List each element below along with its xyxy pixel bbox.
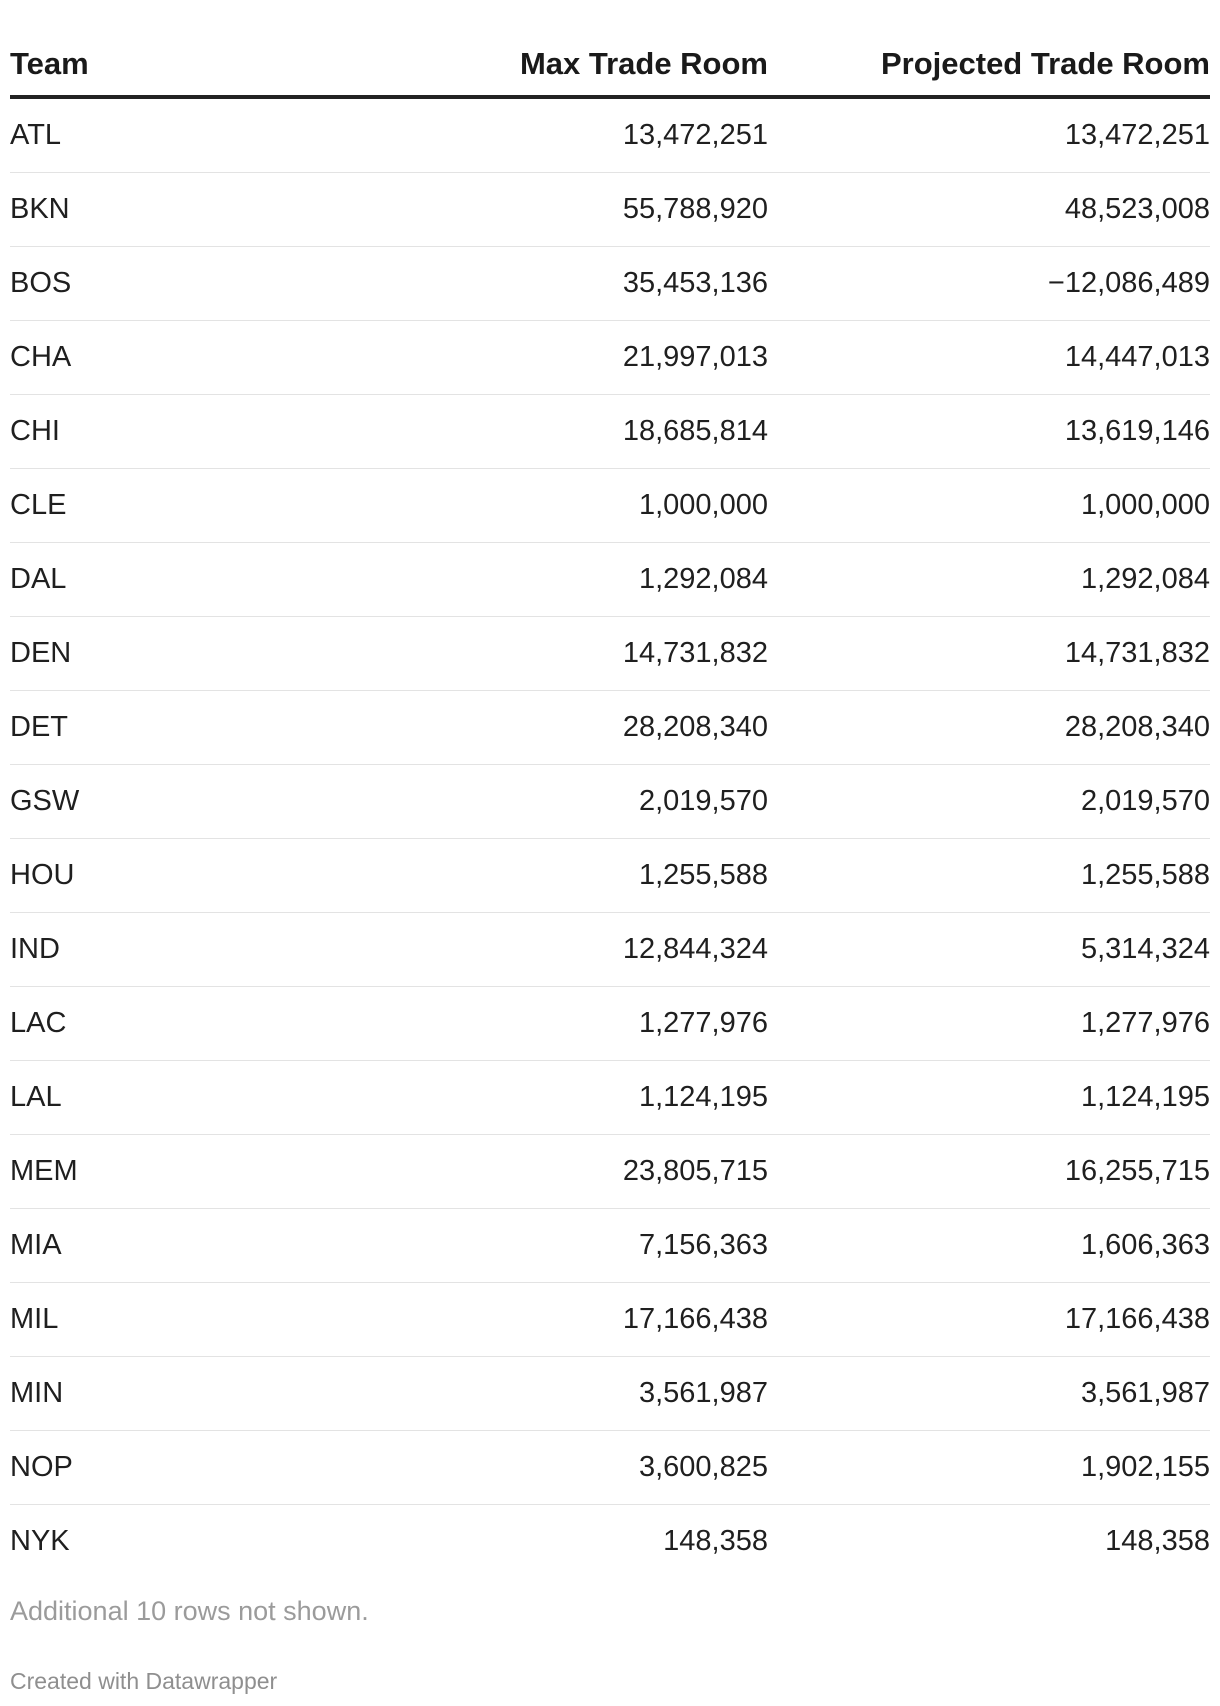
table-row (10, 543, 1210, 617)
max-trade-room-cell: 12,844,324 (330, 913, 768, 987)
projected-trade-room-cell: 1,255,588 (768, 839, 1210, 913)
table-row (10, 691, 1210, 765)
table-header (10, 33, 1210, 97)
team-cell: NOP (10, 1431, 330, 1505)
table-row (10, 1357, 1210, 1431)
max-trade-room-cell: 14,731,832 (330, 617, 768, 691)
max-trade-room-cell: 18,685,814 (330, 395, 768, 469)
table-row (10, 1283, 1210, 1357)
team-cell: LAL (10, 1061, 330, 1135)
team-cell: DAL (10, 543, 330, 617)
projected-trade-room-cell: 148,358 (1105, 1525, 1210, 1557)
team-cell: BKN (10, 173, 330, 247)
max-trade-room-cell: 55,788,920 (330, 173, 768, 247)
datawrapper-credit: Created with Datawrapper (10, 1668, 278, 1694)
max-trade-room-cell: 1,255,588 (330, 839, 768, 913)
projected-trade-room-cell: 48,523,008 (768, 173, 1210, 247)
projected-trade-room-cell: 1,000,000 (768, 469, 1210, 543)
team-cell: LAC (10, 987, 330, 1061)
projected-trade-room-cell: −12,086,489 (768, 247, 1210, 321)
max-trade-room-cell: 23,805,715 (330, 1135, 768, 1209)
table-row (10, 395, 1210, 469)
projected-trade-room-cell: 1,277,976 (768, 987, 1210, 1061)
team-cell: MIA (10, 1209, 330, 1283)
team-cell: GSW (10, 765, 330, 839)
table-row (10, 617, 1210, 691)
max-trade-room-cell: 1,292,084 (330, 543, 768, 617)
projected-trade-room-cell: 16,255,715 (768, 1135, 1210, 1209)
max-trade-room-cell: 148,358 (663, 1525, 768, 1557)
max-trade-room-cell: 1,124,195 (330, 1061, 768, 1135)
projected-trade-room-cell: 5,314,324 (768, 913, 1210, 987)
team-cell: ATL (10, 97, 330, 173)
max-trade-room-cell: 1,000,000 (330, 469, 768, 543)
team-cell: MEM (10, 1135, 330, 1209)
projected-trade-room-cell: 13,472,251 (768, 97, 1210, 173)
max-trade-room-cell: 1,277,976 (330, 987, 768, 1061)
projected-trade-room-cell: 1,606,363 (768, 1209, 1210, 1283)
projected-trade-room-cell: 3,561,987 (768, 1357, 1210, 1431)
table-row (10, 1431, 1210, 1505)
projected-trade-room-cell: 14,731,832 (768, 617, 1210, 691)
projected-trade-room-cell: 2,019,570 (768, 765, 1210, 839)
column-header-team: Team (10, 33, 330, 97)
team-cell: IND (10, 913, 330, 987)
table-row (10, 839, 1210, 913)
column-header-projected-trade-room: Projected Trade Room (768, 33, 1210, 97)
team-cell: DEN (10, 617, 330, 691)
table-row (10, 97, 1210, 173)
table-row (10, 173, 1210, 247)
max-trade-room-cell: 13,472,251 (330, 97, 768, 173)
table-row (10, 247, 1210, 321)
max-trade-room-cell: 7,156,363 (330, 1209, 768, 1283)
column-header-max-trade-room: Max Trade Room (330, 33, 768, 97)
table-row (10, 987, 1210, 1061)
trade-room-table (10, 33, 1210, 1578)
table-row (10, 1209, 1210, 1283)
projected-trade-room-cell: 1,124,195 (768, 1061, 1210, 1135)
table-row (10, 1505, 1210, 1579)
max-trade-room-cell: 17,166,438 (330, 1283, 768, 1357)
team-cell: CHI (10, 395, 330, 469)
max-trade-room-cell: 3,561,987 (330, 1357, 768, 1431)
projected-trade-room-cell: 1,902,155 (768, 1431, 1210, 1505)
table-row (10, 765, 1210, 839)
team-cell: CHA (10, 321, 330, 395)
projected-trade-room-cell: 17,166,438 (768, 1283, 1210, 1357)
team-cell: MIL (10, 1283, 330, 1357)
team-cell: MIN (10, 1357, 330, 1431)
team-cell: HOU (10, 839, 330, 913)
max-trade-room-cell: 3,600,825 (330, 1431, 768, 1505)
projected-trade-room-cell: 14,447,013 (768, 321, 1210, 395)
max-trade-room-cell: 2,019,570 (330, 765, 768, 839)
team-cell: BOS (10, 247, 330, 321)
rows-not-shown-note: Additional 10 rows not shown. (10, 1596, 369, 1626)
table-row (10, 1061, 1210, 1135)
table-row (10, 913, 1210, 987)
table-body (10, 97, 1210, 1578)
projected-trade-room-cell: 28,208,340 (768, 691, 1210, 765)
team-cell: NYK (10, 1525, 70, 1557)
table-row (10, 321, 1210, 395)
header-row (10, 33, 1210, 97)
team-cell: DET (10, 691, 330, 765)
max-trade-room-cell: 21,997,013 (330, 321, 768, 395)
table-row (10, 1135, 1210, 1209)
max-trade-room-cell: 28,208,340 (330, 691, 768, 765)
max-trade-room-cell: 35,453,136 (330, 247, 768, 321)
table-row (10, 469, 1210, 543)
projected-trade-room-cell: 13,619,146 (768, 395, 1210, 469)
team-cell: CLE (10, 469, 330, 543)
projected-trade-room-cell: 1,292,084 (768, 543, 1210, 617)
